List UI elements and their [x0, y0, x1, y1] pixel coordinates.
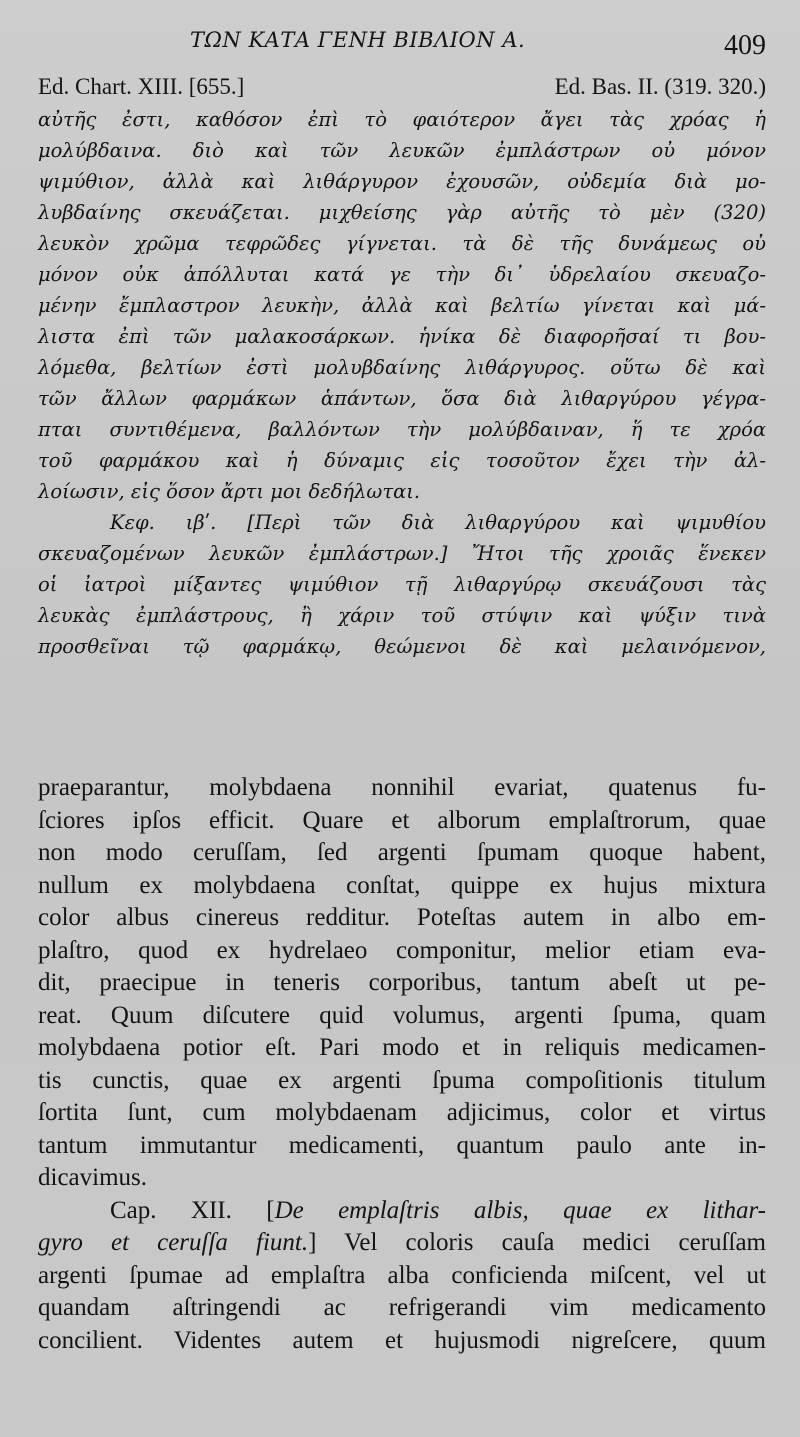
latin-line: tis cunctis, quae ex argenti ſpuma compoſitionis titulum: [38, 1066, 766, 1094]
greek-line: μολύβδαινα. διὸ καὶ τῶν λευκῶν ἐμπλάστρων οὐ μόνον: [38, 139, 766, 162]
greek-text-block: [38, 104, 766, 662]
latin-line: plaſtro, quod ex hydrelaeo componitur, melior etiam eva-: [38, 936, 766, 964]
greek-line: λυβδαίνης σκευάζεται. μιχθείσης γὰρ αὐτῆς τὸ μὲν (320): [38, 201, 766, 224]
latin-line: [38, 1227, 766, 1260]
greek-line: σκευαζομένων λευκῶν ἐμπλάστρων.] Ἤτοι τῆς χροιᾶς ἕνεκεν: [38, 542, 766, 565]
latin-chapter-heading-line: [38, 1195, 766, 1228]
chapter-title: De emplaſtris albis, quae ex lithar-: [274, 1196, 767, 1224]
greek-line: λοίωσιν, εἰς ὅσον ἄρτι μοι δεδήλωται.: [38, 480, 421, 503]
greek-line: λευκὰς ἐμπλάστρους, ἢ χάριν τοῦ στύψιν καὶ ψύξιν τινὰ: [38, 604, 766, 627]
greek-line: τῶν ἄλλων φαρμάκων ἁπάντων, ὅσα διὰ λιθαργύρου γέγρα-: [38, 387, 766, 410]
chapter-title-continued: gyro et ceruſſa fiunt.: [38, 1229, 309, 1256]
latin-line: praeparantur, molybdaena nonnihil evariat, quatenus fu-: [38, 774, 766, 801]
latin-line: ſortita ſunt, cum molybdaenam adjicimus, color et virtus: [38, 1099, 766, 1126]
latin-line: reat. Quum diſcutere quid volumus, argenti ſpuma, quam: [38, 1001, 766, 1029]
greek-line: ψιμύθιον, ἀλλὰ καὶ λιθάργυρον ἐχουσῶν, οὐδεμία διὰ μο-: [38, 170, 766, 193]
latin-line: dicavimus.: [38, 1164, 148, 1191]
latin-line: dit, praecipue in teneris corporibus, tantum abeſt ut pe-: [38, 969, 766, 996]
edition-reference-chartier: Ed. Chart. XIII. [655.]: [38, 74, 245, 99]
bracket-open: [: [266, 1196, 275, 1224]
latin-line: nullum ex molybdaena conſtat, quippe ex hujus mixtura: [38, 871, 766, 899]
greek-line: οἱ ἰατροὶ μίξαντες ψιμύθιον τῇ λιθαργύρῳ σκευάζουσι τὰς: [38, 573, 766, 596]
greek-line: λόμεθα, βελτίων ἐστὶ μολυβδαίνης λιθάργυρος. οὕτω δὲ καὶ: [38, 356, 766, 379]
greek-line: μόνον οὐκ ἀπόλλυται κατά γε τὴν δι᾽ ὑδρελαίου σκευαζο-: [38, 263, 766, 286]
greek-line: πται συντιθέμενα, βαλλόντων τὴν μολύβδαιναν, ἥ τε χρόα: [38, 418, 766, 441]
latin-line: tantum immutantur medicamenti, quantum paulo ante in-: [38, 1131, 766, 1159]
greek-chapter-heading-line: Κεφ. ιβʹ. [Περὶ τῶν διὰ λιθαργύρου καὶ ψιμυθίου: [110, 511, 766, 534]
latin-text-block: [38, 772, 766, 1357]
latin-line: ſciores ipſos efficit. Quare et alborum emplaſtrorum, quae: [38, 806, 766, 834]
latin-line: molybdaena potior eſt. Pari modo et in reliquis medicamen-: [38, 1034, 766, 1061]
chapter-label: Cap. XII.: [110, 1196, 232, 1224]
greek-line: μένην ἔμπλαστρον λευκὴν, ἀλλὰ καὶ βελτίω γίνεται καὶ μά-: [38, 294, 766, 317]
latin-line: non modo ceruſſam, ſed argenti ſpumam quoque habent,: [38, 839, 766, 866]
greek-line: λιστα ἐπὶ τῶν μαλακοσάρκων. ἡνίκα δὲ διαφορῆσαί τι βου-: [38, 325, 766, 348]
latin-line: quandam aſtringendi ac refrigerandi vim medicamento: [38, 1294, 766, 1321]
greek-line: αὐτῆς ἐστι, καθόσον ἐπὶ τὸ φαιότερον ἄγει τὰς χρόας ἡ: [38, 108, 766, 131]
bracket-close: ]: [308, 1229, 317, 1256]
running-head: ΤΩΝ ΚΑΤΑ ΓΕΝΗ ΒΙΒΛΙΟΝ Α.: [190, 28, 526, 52]
page-number: 409: [724, 30, 766, 61]
greek-line: λευκὸν χρῶμα τεφρῶδες γίγνεται. τὰ δὲ τῆς δυνάμεως οὐ: [38, 232, 766, 255]
latin-line: color albus cinereus redditur. Poteſtas autem in albo em-: [38, 904, 766, 931]
latin-line: concilient. Videntes autem et hujusmodi nigreſcere, quum: [38, 1326, 766, 1354]
latin-line: argenti ſpumae ad emplaſtra alba conficienda miſcent, vel ut: [38, 1261, 766, 1289]
greek-line: τοῦ φαρμάκου καὶ ἡ δύναμις εἰς τοσοῦτον ἔχει τὴν ἀλ-: [38, 449, 766, 472]
greek-line: προσθεῖναι τῷ φαρμάκῳ, θεώμενοι δὲ καὶ μελαινόμενον,: [38, 635, 766, 658]
latin-line-text: Vel coloris cauſa medici ceruſſam: [344, 1229, 766, 1256]
edition-reference-basel: Ed. Bas. II. (319. 320.): [554, 74, 766, 99]
